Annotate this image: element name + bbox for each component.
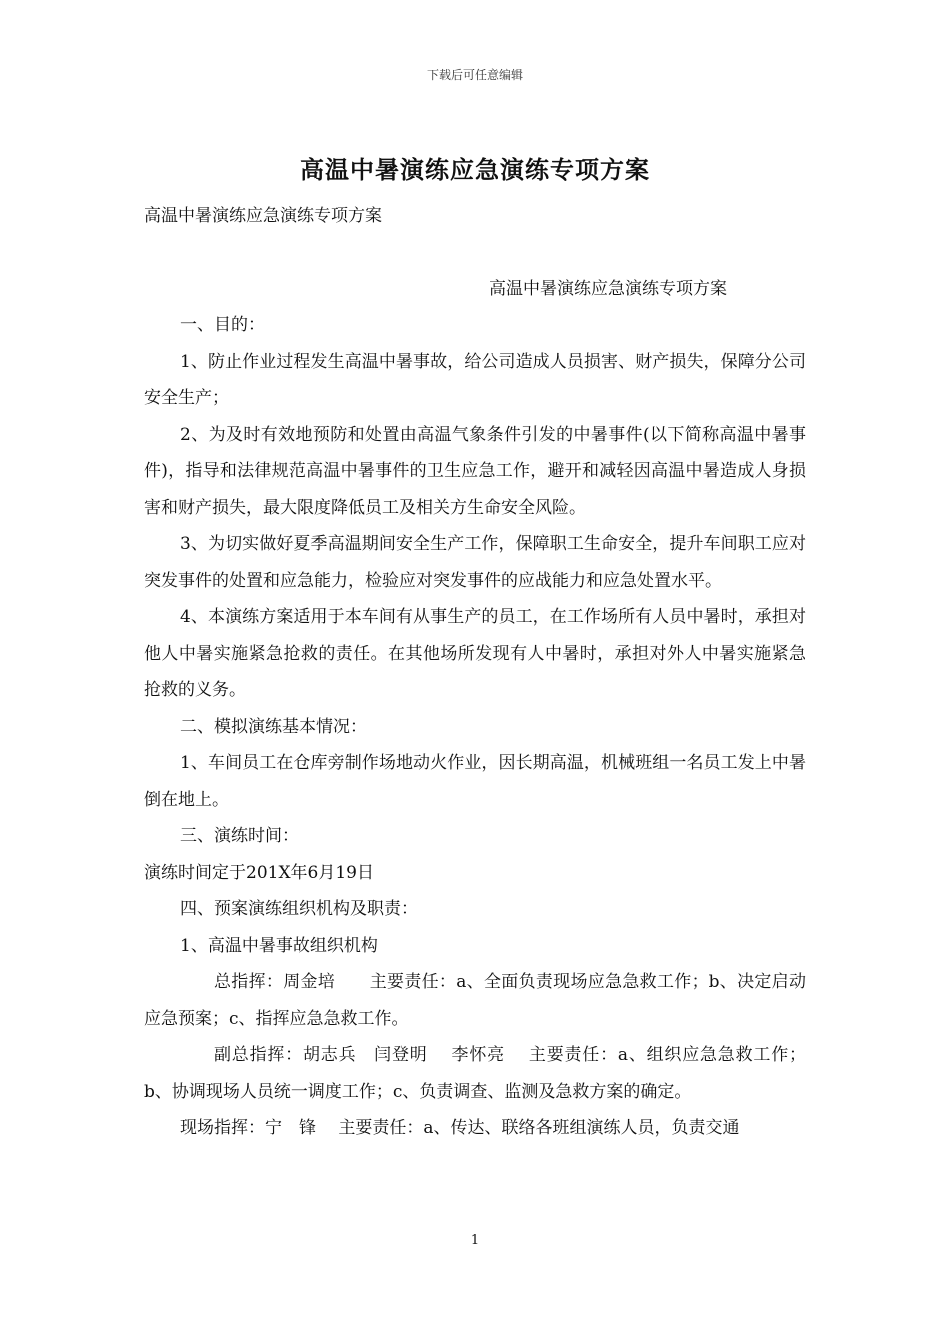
paragraph-drill-time: 演练时间定于201X年6月19日 bbox=[144, 862, 374, 883]
paragraph-organization-1: 1、高温中暑事故组织机构 bbox=[180, 935, 378, 956]
section-title: 高温中暑演练应急演练专项方案 bbox=[489, 278, 727, 299]
page-header-note: 下载后可任意编辑 bbox=[426, 68, 523, 82]
heading-organization: 四、预案演练组织机构及职责： bbox=[180, 899, 418, 919]
document-subtitle: 高温中暑演练应急演练专项方案 bbox=[144, 206, 382, 226]
paragraph-purpose-3: 3、为切实做好夏季高温期间安全生产工作，保障职工生命安全，提升车间职工应对突发事件的处置和应急能力，检验应对突发事件的应战能力和应急处置水平。 bbox=[144, 534, 806, 591]
paragraph-commander: 总指挥：周金培 主要责任：a、全面负责现场应急急救工作；b、决定启动应急预案；c、指挥应急急救工作。 bbox=[144, 972, 806, 1029]
paragraph-site-commander: 现场指挥：宁 锋 主要责任：a、传达、联络各班组演练人员，负责交通 bbox=[180, 1118, 740, 1138]
heading-drill-time: 三、演练时间： bbox=[180, 826, 299, 846]
heading-scenario: 二、模拟演练基本情况： bbox=[180, 716, 367, 737]
paragraph-purpose-1: 1、防止作业过程发生高温中暑事故，给公司造成人员损害、财产损失，保障分公司安全生产； bbox=[144, 351, 806, 408]
document-body bbox=[144, 198, 806, 1147]
paragraph-deputy-commander: 副总指挥：胡志兵 闫登明 李怀亮 主要责任：a、组织应急急救工作；b、协调现场人员统一调度工作；c、负责调查、监测及急救方案的确定。 bbox=[144, 1045, 806, 1102]
document-title: 高温中暑演练应急演练专项方案 bbox=[300, 155, 650, 184]
heading-purpose: 一、目的： bbox=[180, 315, 265, 335]
paragraph-scenario-1: 1、车间员工在仓库旁制作场地动火作业，因长期高温，机械班组一名员工发上中暑倒在地上。 bbox=[144, 753, 806, 810]
page-number: 1 bbox=[470, 1233, 480, 1248]
paragraph-purpose-4: 4、本演练方案适用于本车间有从事生产的员工，在工作场所有人员中暑时，承担对他人中暑实施紧急抢救的责任。在其他场所发现有人中暑时，承担对外人中暑实施紧急抢救的义务。 bbox=[144, 607, 806, 700]
paragraph-purpose-2: 2、为及时有效地预防和处置由高温气象条件引发的中暑事件(以下简称高温中暑事件)，指导和法律规范高温中暑事件的卫生应急工作，避开和减轻因高温中暑造成人身损害和财产损失，最大限度降低员工及相关方生命安全风险。 bbox=[144, 424, 806, 518]
